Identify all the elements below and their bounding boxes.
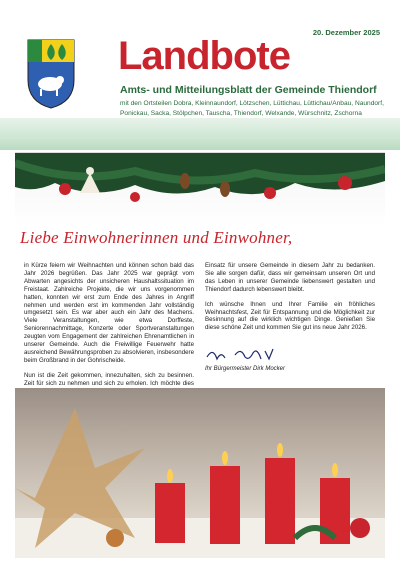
district-list: mit den Ortsteilen Dobra, Kleinnaundorf, Lötzschen, Lüttichau, Lüttichau/Anbau, Naundorf, Ponickau, Sacka, Stölpchen, Tauscha, Thiendorf, Welxande, Würschnitz, Zschorna <box>120 100 384 117</box>
masthead <box>0 0 400 150</box>
masthead-band <box>0 118 400 150</box>
fir-garland-icon <box>15 153 385 227</box>
letter-paragraph: Einsatz für unsere Gemeinde in diesem Jahr zu bedanken. Sie alle sorgen dafür, dass wir gemeinsam unseren Ort und das Leben in unserer Gemeinde liebenswert gestalten und Thiendorf dadurch lebenswert bleibt. <box>205 262 375 293</box>
letter-paragraph: in Kürze feiern wir Weihnachten und können schon bald das Jahr 2026 begrüßen. Das Jahr 2025 war geprägt vom Abwarten angesichts der unsicheren Haushaltssituation im Freistaat. Zahlreiche Projekte, die wir uns vorgenommen hatten, konnten wir erst zum Ende des Jahres in Angriff nehmen und werden erst im kommenden Jahr vollständig umgesetzt sein. Es war aber auch ein Jahr des Machens. Viele Veranstaltungen, wie etwa Dorffeste, Seniorennachmittage, Konzerte oder Sportveranstaltungen zeugten vom Engagement der zahlreichen Ehrenamtlichen in unserer Gemeinde. Auch die Freiwillige Feuerwehr hatte ausreichend Bewährungsproben zu absolvieren, insbesondere beim Großbrand in der Gohrischeide. <box>24 262 195 364</box>
issue-date: 20. Dezember 2025 <box>312 28 380 37</box>
newspaper-subtitle: Amts- und Mitteilungsblatt der Gemeinde Thiendorf <box>120 84 377 96</box>
coat-of-arms-icon <box>26 38 76 110</box>
letter-paragraph: Ich wünsche Ihnen und Ihrer Familie ein fröhliches Weihnachtsfest, Zeit für Entspannung und die Möglichkeit zur Besinnung auf die wirklich wichtigen Dinge. Genießen Sie diese schöne Zeit und kommen Sie gut ins neue Jahr 2026. <box>205 300 375 332</box>
letter-column-right <box>205 262 375 339</box>
signature-icon <box>205 345 325 363</box>
candles-icon <box>15 388 385 558</box>
newspaper-logo: Landbote <box>118 34 290 78</box>
fir-garland-image <box>15 152 385 227</box>
letter-paragraph: Nun ist die Zeit gekommen, innezuhalten, sich zu besinnen. Zeit für sich zu nehmen und sich zu erholen. Ich möchte dies <box>24 371 194 387</box>
greeting-heading: Liebe Einwohnerinnen und Einwohner, <box>20 228 293 247</box>
candles-image <box>15 388 385 558</box>
signature-caption: Ihr Bürgermeister Dirk Mocker <box>205 366 286 372</box>
